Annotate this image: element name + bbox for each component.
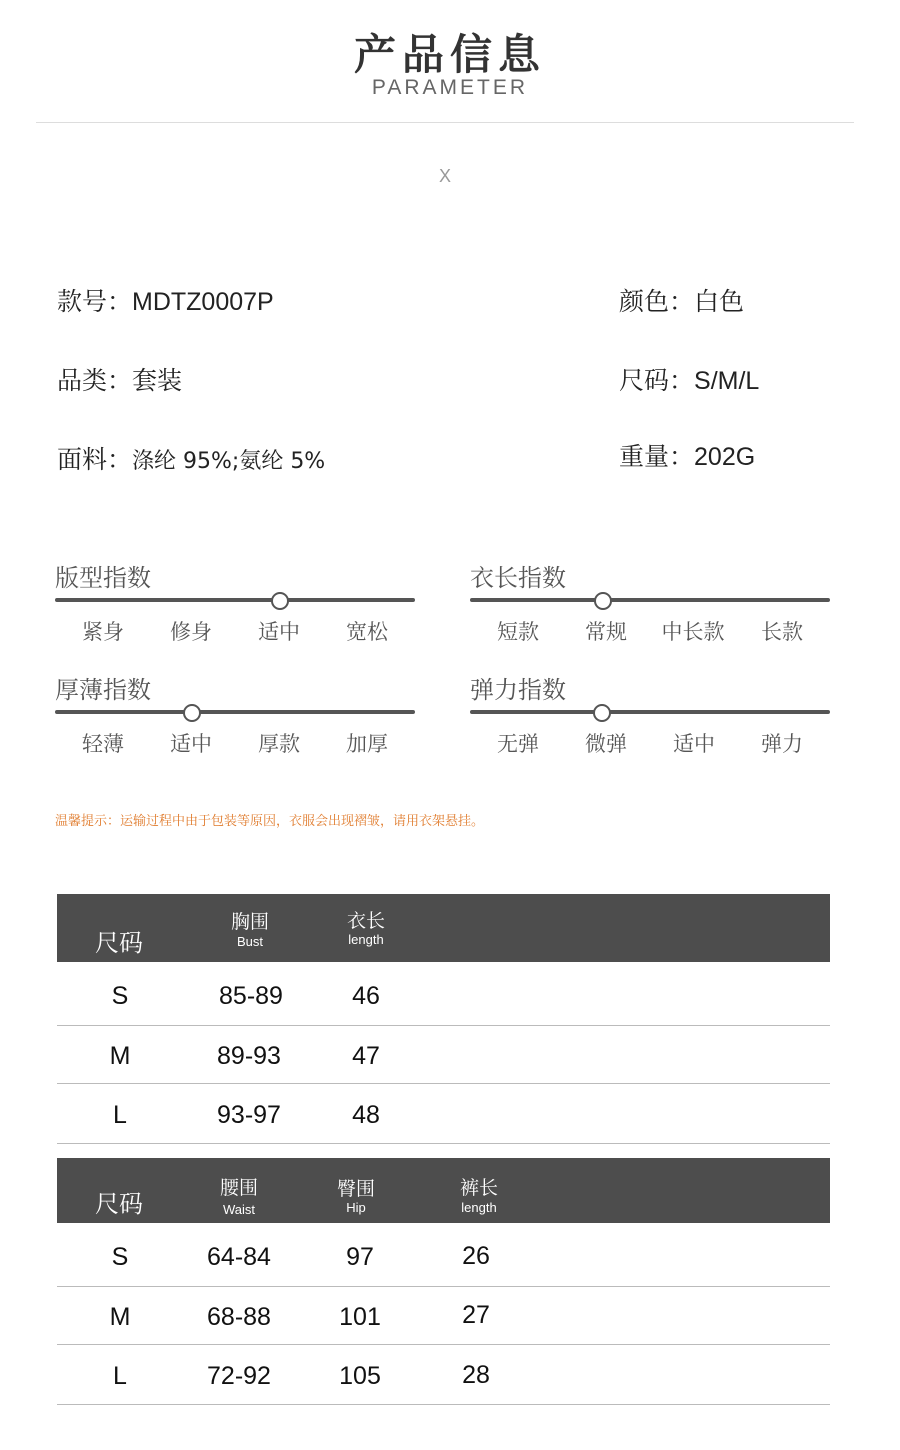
scale-fit-track [55, 598, 415, 602]
scale-thickness-option: 轻薄 [82, 732, 124, 756]
table-cell: S [111, 982, 129, 1010]
table-cell: 26 [462, 1242, 490, 1270]
bottom-table-col-header-en: Waist [222, 1202, 256, 1217]
bottom-table-col-header: 裤长 [459, 1177, 498, 1199]
top-table-col-header: 胸围 [230, 911, 269, 933]
top-table-header [57, 894, 830, 962]
info-color [619, 282, 744, 318]
top-table-col-header-en: length [348, 932, 384, 947]
row-divider [57, 1404, 830, 1405]
bottom-table-col-header-en: Hip [346, 1200, 366, 1215]
scale-thickness-track [55, 710, 415, 714]
scale-length-option: 中长款 [661, 620, 725, 644]
table-cell: 27 [462, 1301, 490, 1329]
info-weight [619, 437, 755, 473]
scale-elasticity-track [470, 710, 830, 714]
x-mark: X [438, 166, 451, 186]
info-weight-label: 重量： [619, 442, 695, 471]
bottom-table-size-header: 尺码 [95, 1190, 143, 1218]
scale-elasticity-option: 微弹 [585, 732, 627, 756]
info-color-value: 白色 [694, 287, 745, 316]
bottom-table-col-header: 腰围 [219, 1177, 258, 1199]
info-color-label: 颜色： [619, 287, 695, 316]
scale-elasticity-option: 弹力 [761, 732, 803, 756]
scale-thickness-title: 厚薄指数 [55, 676, 151, 704]
table-cell: 89-93 [217, 1042, 281, 1070]
top-table-size-header: 尺码 [95, 929, 143, 957]
table-cell: M [109, 1042, 131, 1070]
info-weight-value: 202G [694, 443, 756, 471]
scale-elasticity-option: 无弹 [497, 732, 539, 756]
scale-thickness [55, 670, 415, 760]
scale-elasticity-title: 弹力指数 [470, 676, 566, 704]
table-cell: 101 [339, 1303, 381, 1331]
page-title: 产品信息 [353, 30, 546, 79]
row-divider [57, 1143, 830, 1144]
scale-elasticity-option: 适中 [673, 732, 715, 756]
row-divider [57, 1286, 830, 1287]
info-fabric-value: 涤纶 95%;氨纶 5% [132, 449, 326, 474]
scale-length-option: 常规 [585, 620, 627, 644]
info-category-label: 品类： [57, 366, 133, 395]
scale-length-knob [594, 592, 612, 610]
row-divider [57, 1344, 830, 1345]
bottom-table-col-header: 臀围 [336, 1178, 375, 1200]
scale-fit-option: 适中 [258, 620, 300, 644]
table-cell: 28 [462, 1361, 490, 1389]
info-style-no-value: MDTZ0007P [132, 288, 274, 316]
page-subtitle: PARAMETER [371, 76, 529, 99]
table-cell: S [111, 1243, 129, 1271]
scale-elasticity [470, 670, 830, 760]
care-tip: 温馨提示：运输过程中由于包装等原因，衣服会出现褶皱，请用衣架悬挂。 [55, 814, 485, 829]
info-size [619, 361, 759, 397]
row-divider [57, 1083, 830, 1084]
table-cell: 72-92 [207, 1362, 271, 1390]
scale-length [470, 558, 830, 648]
scale-fit-knob [271, 592, 289, 610]
scale-thickness-knob [183, 704, 201, 722]
scale-fit-option: 紧身 [82, 620, 124, 644]
info-style-no [57, 282, 274, 318]
table-cell: L [113, 1362, 127, 1390]
table-cell: 68-88 [207, 1303, 271, 1331]
table-cell: 47 [352, 1042, 380, 1070]
table-cell: 93-97 [217, 1101, 281, 1129]
header-divider [36, 122, 854, 123]
table-cell: L [113, 1101, 127, 1129]
info-category-value: 套装 [132, 366, 183, 395]
row-divider [57, 1025, 830, 1026]
scale-length-track [470, 598, 830, 602]
scale-fit-option: 宽松 [346, 620, 388, 644]
top-table-col-header-en: Bust [236, 934, 263, 949]
scale-thickness-option: 适中 [170, 732, 212, 756]
table-cell: M [109, 1303, 131, 1331]
info-size-value: S/M/L [694, 367, 760, 395]
table-cell: 85-89 [219, 982, 283, 1010]
scale-length-title: 衣长指数 [470, 564, 566, 592]
info-size-label: 尺码： [619, 366, 695, 395]
table-cell: 48 [352, 1101, 380, 1129]
bottom-table-col-header-en: length [461, 1200, 497, 1215]
scale-thickness-option: 厚款 [258, 732, 300, 756]
scale-elasticity-knob [593, 704, 611, 722]
scale-fit [55, 558, 415, 648]
scale-length-option: 长款 [761, 620, 803, 644]
table-cell: 46 [352, 982, 380, 1010]
info-category [57, 361, 182, 397]
info-fabric-label: 面料： [57, 445, 133, 474]
info-style-no-label: 款号： [57, 287, 133, 316]
top-table-col-header: 衣长 [346, 910, 385, 932]
scale-length-option: 短款 [497, 620, 539, 644]
scale-fit-option: 修身 [170, 620, 212, 644]
table-cell: 97 [346, 1243, 374, 1271]
scale-fit-title: 版型指数 [55, 564, 151, 592]
table-cell: 105 [339, 1362, 381, 1390]
info-fabric [57, 440, 325, 476]
table-cell: 64-84 [207, 1243, 271, 1271]
scale-thickness-option: 加厚 [346, 732, 388, 756]
